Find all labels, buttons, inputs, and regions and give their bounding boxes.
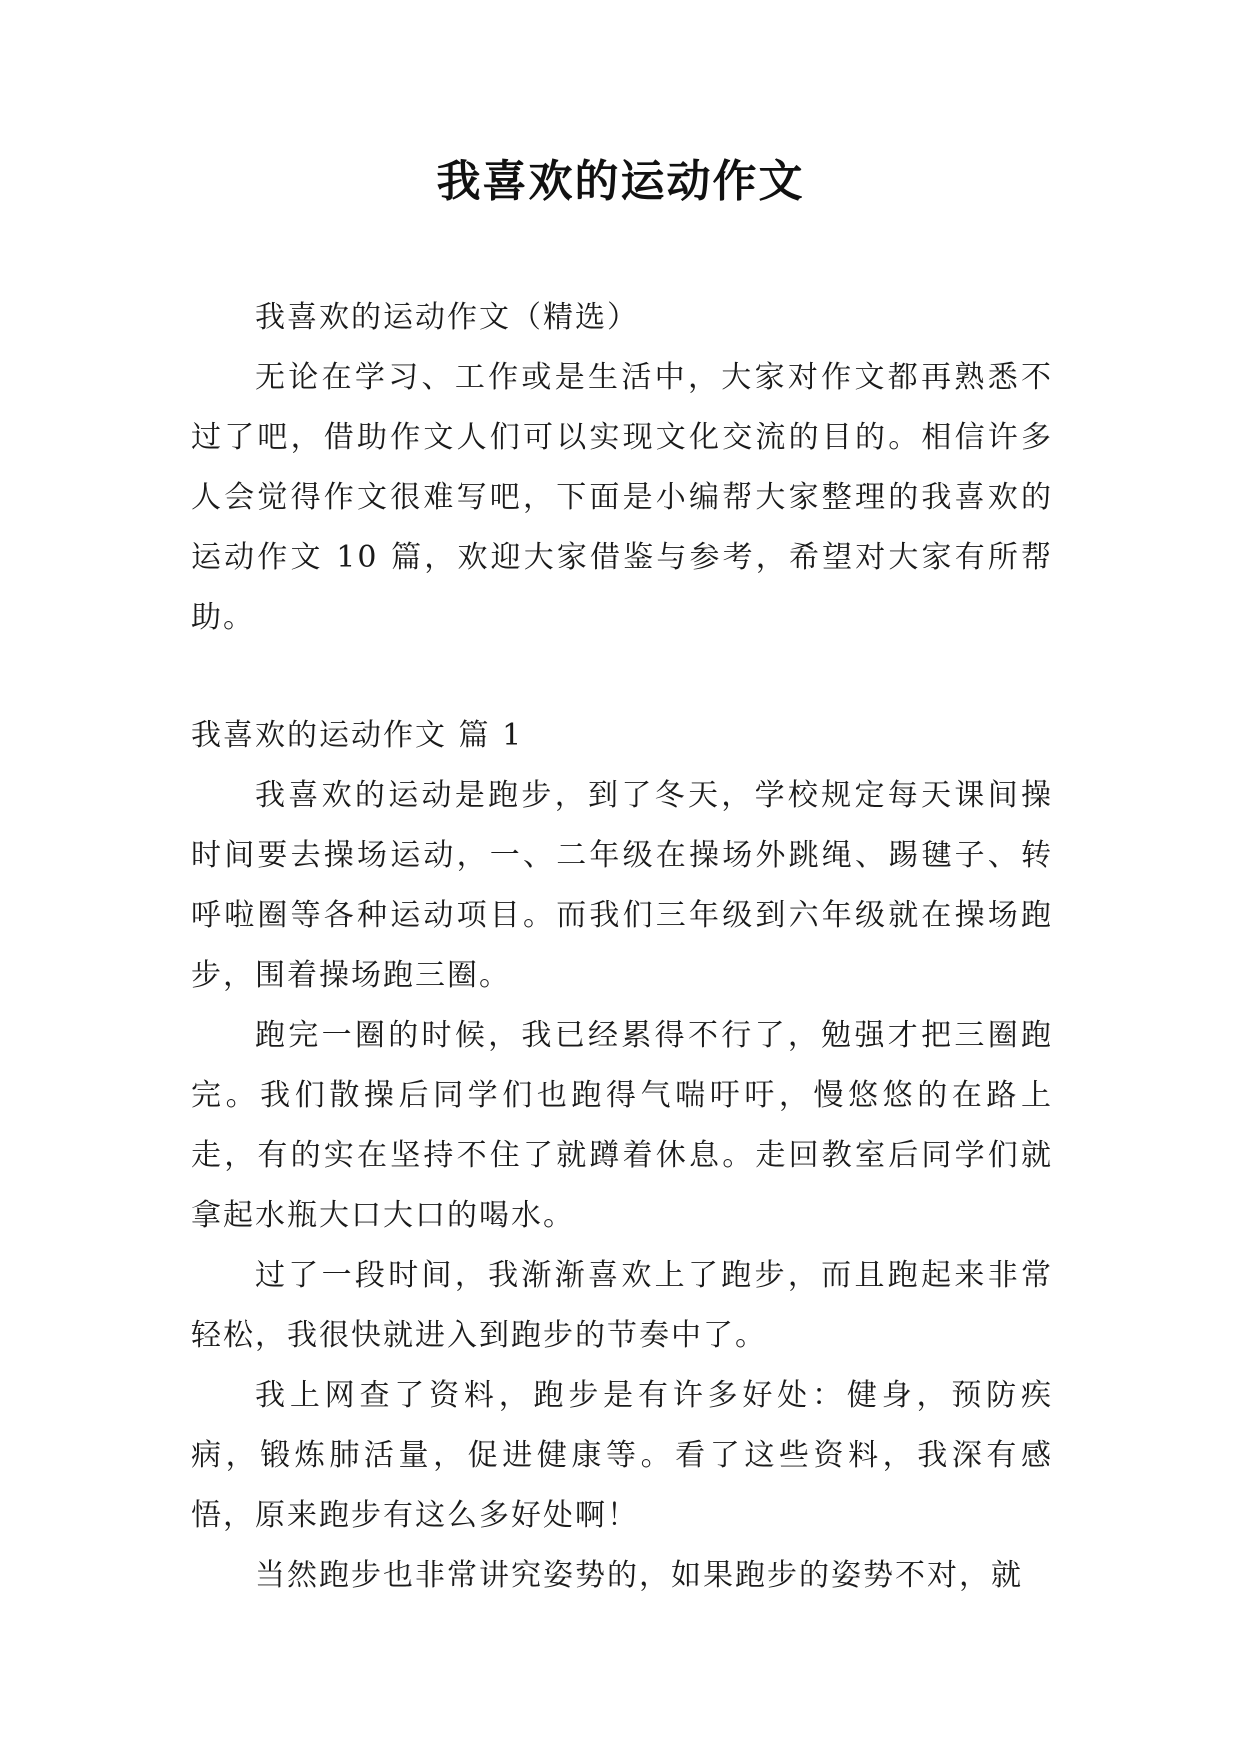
section-gap bbox=[191, 648, 1053, 706]
body-paragraph-3: 过了一段时间，我渐渐喜欢上了跑步，而且跑起来非常轻松，我很快就进入到跑步的节奏中了。 bbox=[191, 1258, 1053, 1353]
document-subtitle: 我喜欢的运动作文（精选） bbox=[255, 300, 639, 335]
body-paragraph-1: 我喜欢的运动是跑步，到了冬天，学校规定每天课间操时间要去操场运动，一、二年级在操场外跳绳、踢毽子、转呼啦圈等各种运动项目。而我们三年级到六年级就在操场跑步，围着操场跑三圈。 bbox=[191, 778, 1053, 993]
body-paragraph-2: 跑完一圈的时候，我已经累得不行了，勉强才把三圈跑完。我们散操后同学们也跑得气喘吁吁，慢悠悠的在路上走，有的实在坚持不住了就蹲着休息。走回教室后同学们就拿起水瓶大口大口的喝水。 bbox=[191, 1018, 1053, 1233]
body-paragraph-4: 我上网查了资料，跑步是有许多好处：健身，预防疾病，锻炼肺活量，促进健康等。看了这些资料，我深有感悟，原来跑步有这么多好处啊！ bbox=[191, 1378, 1053, 1533]
intro-paragraph: 无论在学习、工作或是生活中，大家对作文都再熟悉不过了吧，借助作文人们可以实现文化交流的目的。相信许多人会觉得作文很难写吧，下面是小编帮大家整理的我喜欢的运动作文 10 篇，欢迎大家借鉴与参考，希望对大家有所帮助。 bbox=[191, 360, 1053, 635]
document-body bbox=[191, 288, 1053, 1606]
section-heading: 我喜欢的运动作文 篇 1 bbox=[191, 718, 524, 753]
document-title: 我喜欢的运动作文 bbox=[436, 156, 805, 207]
body-paragraph-5: 当然跑步也非常讲究姿势的，如果跑步的姿势不对，就 bbox=[255, 1558, 1023, 1593]
